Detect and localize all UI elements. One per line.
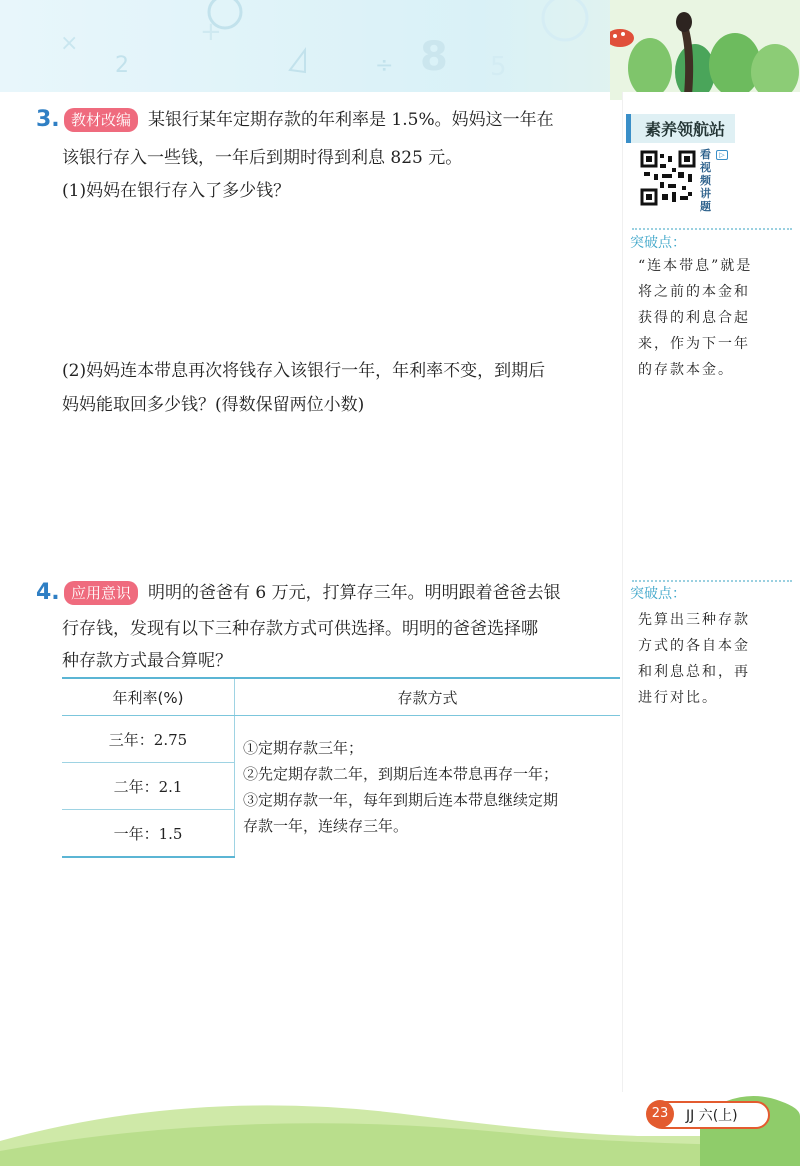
page-badge	[648, 1101, 770, 1129]
svg-text:8: 8	[420, 34, 448, 80]
question-4-line-3: 种存款方式最合算呢？	[62, 651, 232, 671]
header-math-symbols-decoration	[0, 0, 620, 92]
question-3-tag: 教材改编	[64, 108, 138, 132]
question-3-number: 3.	[36, 107, 60, 132]
breakthrough-text-2: 先算出三种存款 方式的各自本金 和利息总和，再 进行对比。	[638, 612, 750, 706]
svg-text:÷: ÷	[375, 53, 394, 78]
page-number: 23	[646, 1100, 674, 1128]
breakthrough-title-1: 突破点：	[630, 235, 686, 251]
question-3-line-2: 该银行存入一些钱，一年后到期时得到利息 825 元。	[62, 148, 463, 168]
leaf-mushroom-corner-decoration	[610, 0, 800, 100]
sidebar-divider	[632, 228, 792, 230]
play-icon[interactable]: ▷	[716, 150, 728, 160]
table-header-method: 存款方式	[235, 678, 621, 716]
watch-video-label[interactable]: 看 视 频 讲 题	[700, 148, 711, 213]
methods-cell: ①定期存款三年； ②先定期存款二年，到期后连本带息再存一年； ③定期存款一年，每年到期后连本带息继续定期 存款一年，连续存三年。	[235, 716, 621, 858]
qr-code-icon[interactable]	[640, 150, 696, 206]
deposit-options-table	[62, 677, 620, 858]
question-3-sub-1: (1)妈妈在银行存入了多少钱？	[62, 181, 291, 201]
svg-text:+: +	[200, 17, 222, 47]
rate-cell: 一年：1.5	[62, 810, 235, 858]
svg-text:5: 5	[490, 52, 507, 82]
rate-cell: 三年：2.75	[62, 716, 235, 763]
table-row	[62, 716, 620, 763]
sidebar-title: 素养领航站	[626, 114, 735, 143]
breakthrough-title-2: 突破点：	[630, 586, 686, 602]
sidebar-divider	[632, 580, 792, 582]
question-4-line-2: 行存钱，发现有以下三种存款方式可供选择。明明的爸爸选择哪	[62, 619, 538, 639]
question-3-sub-2-line-2: 妈妈能取回多少钱？(得数保留两位小数)	[62, 395, 365, 415]
question-3-line-1: 某银行某年定期存款的年利率是 1.5%。妈妈这一年在	[148, 110, 554, 130]
breakthrough-text-1: “连本带息”就是 将之前的本金和 获得的利息合起 来，作为下一年 的存款本金。	[638, 258, 753, 378]
table-header-rate: 年利率(%)	[62, 678, 235, 716]
book-label: JJ 六(上)	[686, 1108, 738, 1124]
question-3-sub-2-line-1: (2)妈妈连本带息再次将钱存入该银行一年，年利率不变，到期后	[62, 361, 546, 381]
svg-text:×: ×	[60, 31, 79, 56]
question-4-tag: 应用意识	[64, 581, 138, 605]
question-4-line-1: 明明的爸爸有 6 万元，打算存三年。明明跟着爸爸去银	[148, 583, 561, 603]
rate-cell: 二年：2.1	[62, 763, 235, 810]
svg-text:2: 2	[115, 53, 129, 78]
question-4-number: 4.	[36, 580, 60, 605]
